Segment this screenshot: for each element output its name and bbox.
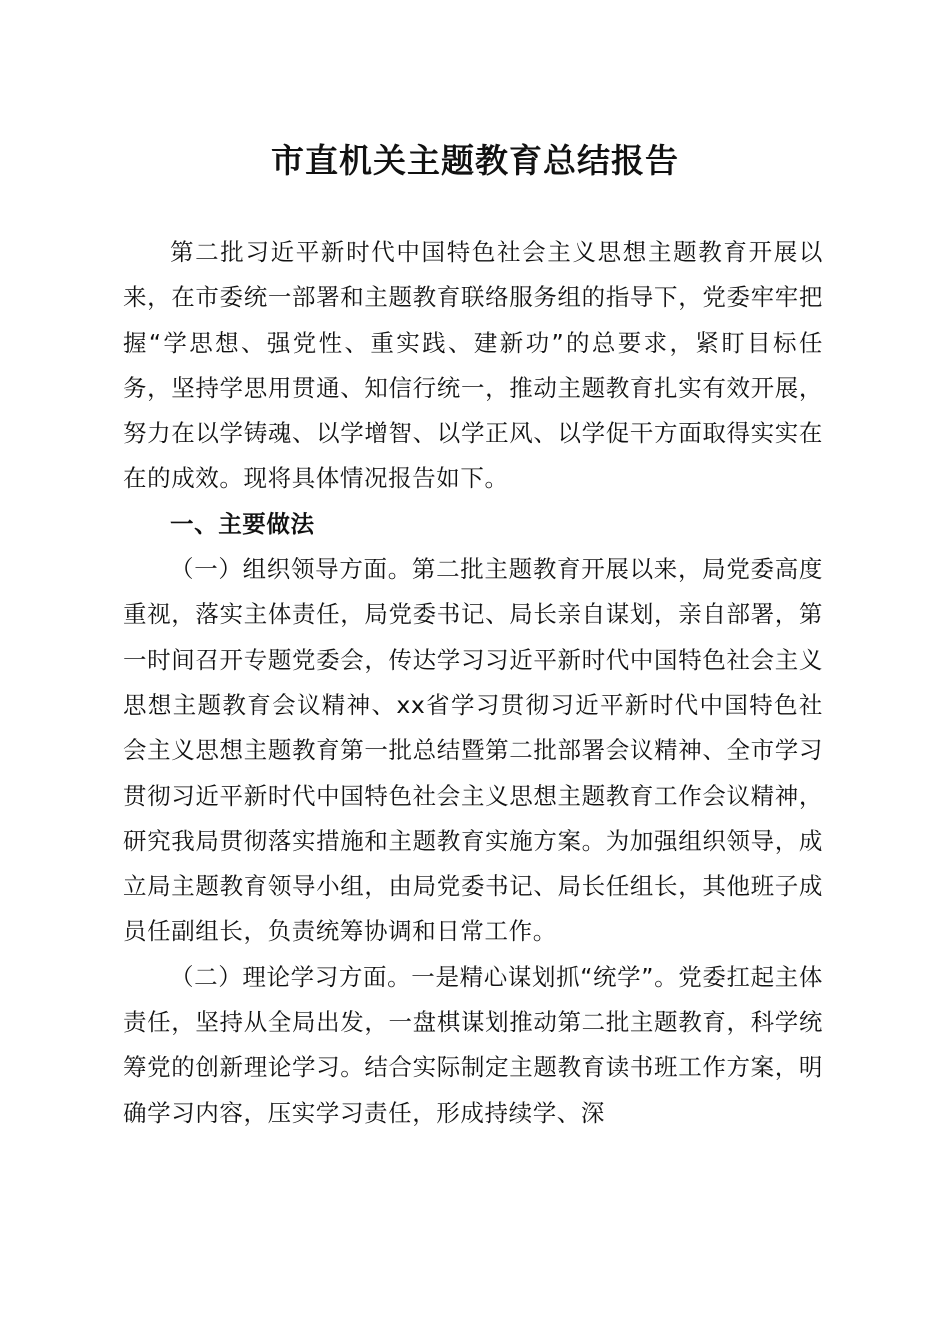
intro-paragraph: 第二批习近平新时代中国特色社会主义思想主题教育开展以来，在市委统一部署和主题教育联络服务组的指导下，党委牢牢把握“学思想、强党性、重实践、建新功”的总要求，紧盯目标任务，坚持学思用贯通、知信行统一，推动主题教育扎实有效开展，努力在以学铸魂、以学增智、以学正风、以学促干方面取得实实在在的成效。现将具体情况报告如下。 bbox=[123, 238, 823, 493]
paragraph-theory-study: （二）理论学习方面。一是精心谋划抓“统学”。党委扛起主体责任，坚持从全局出发，一盘棋谋划推动第二批主题教育，科学统筹党的创新理论学习。结合实际制定主题教育读书班工作方案，明确学习内容，压实学习责任，形成持续学、深 bbox=[123, 962, 823, 1127]
section-heading-main-practices: 一、主要做法 bbox=[170, 509, 315, 538]
paragraph-organization-leadership: （一）组织领导方面。第二批主题教育开展以来，局党委高度重视，落实主体责任，局党委书记、局长亲自谋划，亲自部署，第一时间召开专题党委会，传达学习习近平新时代中国特色社会主义思想主题教育会议精神、xx省学习贯彻习近平新时代中国特色社会主义思想主题教育第一批总结暨第二批部署会议精神、全市学习贯彻习近平新时代中国特色社会主义思想主题教育工作会议精神，研究我局贯彻落实措施和主题教育实施方案。为加强组织领导，成立局主题教育领导小组，由局党委书记、局长任组长，其他班子成员任副组长，负责统筹协调和日常工作。 bbox=[123, 555, 823, 946]
document-title: 市直机关主题教育总结报告 bbox=[271, 141, 679, 180]
document-body bbox=[123, 230, 823, 1136]
